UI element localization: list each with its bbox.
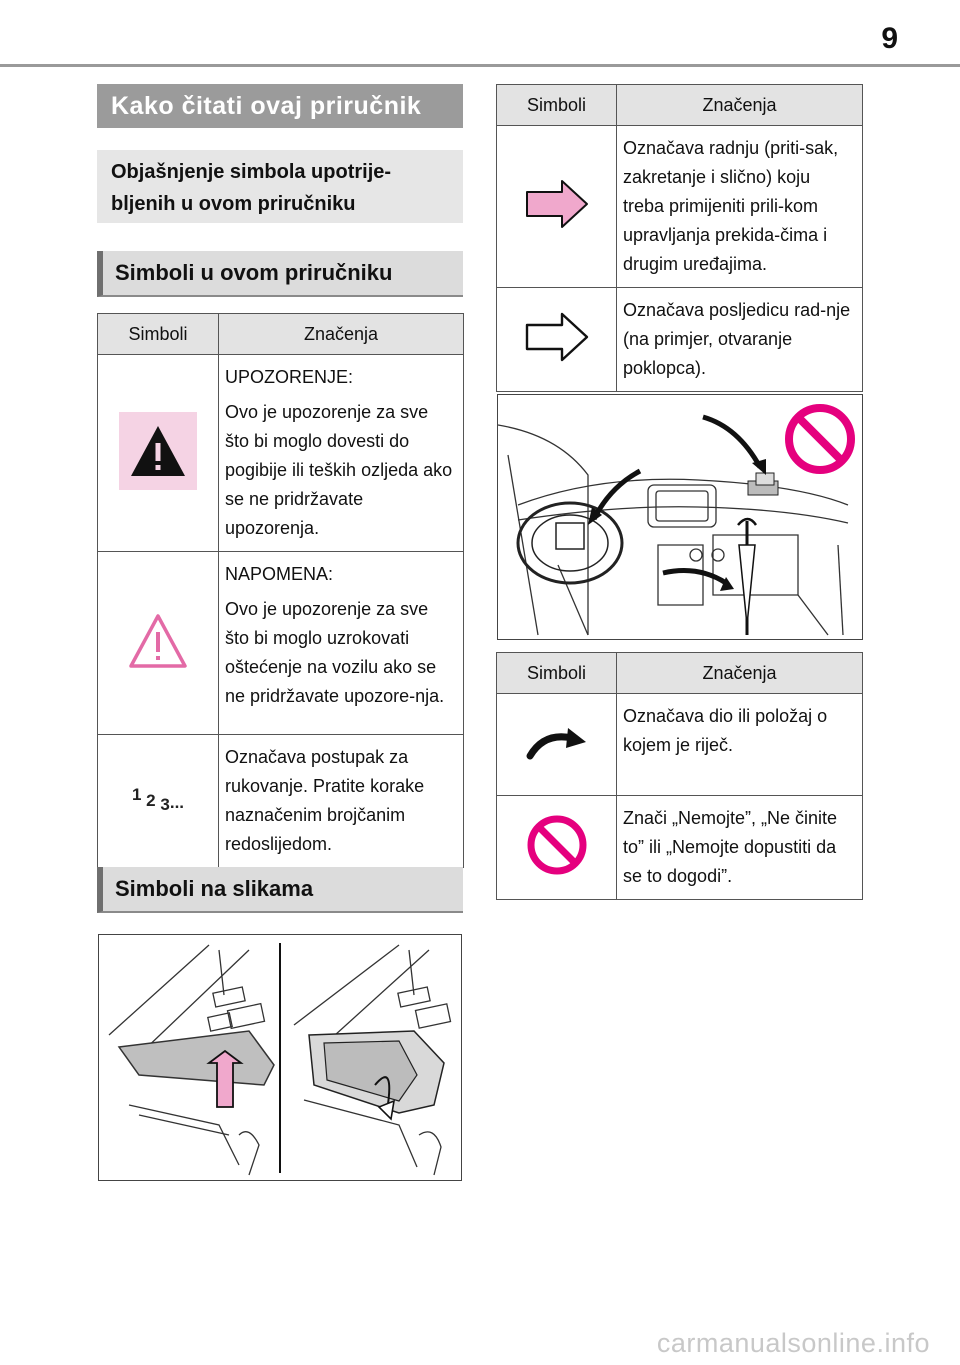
col-header-meanings: Značenja (617, 85, 863, 126)
col-header-symbols: Simboli (497, 653, 617, 694)
table-row (98, 552, 464, 735)
meaning-text: Ovo je upozorenje za sve što bi moglo uzrokovati oštećenje na vozilu ako se ne pridržavate upozore-nja. (225, 599, 445, 706)
meaning-cell (617, 126, 863, 288)
meaning-label: UPOZORENJE: (225, 367, 354, 387)
section-heading-pictures: Simboli na slikama (97, 867, 463, 913)
prohibited-icon (525, 813, 589, 877)
pointer-arrow-icon (524, 722, 590, 762)
meaning-label: NAPOMENA: (225, 564, 334, 584)
table-row (497, 796, 863, 900)
symbol-cell (98, 735, 219, 868)
symbols-table (97, 313, 464, 868)
meaning-text: Znači „Nemojte”, „Ne činite to” ili „Nemojte dopustiti da se to dogodi”. (623, 808, 838, 886)
symbol-cell (98, 552, 219, 735)
meaning-cell (219, 355, 464, 552)
dashboard-illustration (497, 394, 863, 640)
table-row (497, 288, 863, 392)
step-2: 2 (146, 791, 156, 810)
col-header-meanings: Značenja (617, 653, 863, 694)
top-rule (0, 64, 960, 67)
symbol-cell (497, 288, 617, 392)
meaning-cell (219, 735, 464, 868)
subtitle-box (97, 150, 463, 223)
section-heading-symbols: Simboli u ovom priručniku (97, 251, 463, 297)
meaning-text: Označava radnju (priti-sak, zakretanje i slično) koju treba primijeniti prili-kom upravljanja prekida-čima i drugim uređajima. (623, 138, 839, 274)
figure-symbols-table-2 (496, 652, 863, 900)
footer-watermark: carmanualsonline.info (656, 1328, 930, 1358)
meaning-cell (219, 552, 464, 735)
table-row (497, 126, 863, 288)
step-ellipsis: ... (169, 793, 185, 812)
notice-triangle-icon (127, 612, 189, 670)
figure-symbols-table (496, 84, 863, 392)
overhead-console-illustration (98, 934, 462, 1181)
col-header-symbols: Simboli (497, 85, 617, 126)
col-header-meanings: Značenja (219, 314, 464, 355)
meaning-text: Označava posljedicu rad-nje (na primjer, otvaranje poklopca). (623, 300, 851, 378)
outline-result-arrow-icon (524, 311, 590, 363)
step-numbers-icon (98, 785, 218, 814)
main-title: Kako čitati ovaj priručnik (97, 84, 463, 128)
page-number: 9 (881, 22, 898, 55)
meaning-text: Označava dio ili položaj o kojem je riječ. (623, 706, 828, 755)
col-header-symbols: Simboli (98, 314, 219, 355)
symbol-cell (497, 126, 617, 288)
warning-triangle-icon (119, 412, 197, 490)
meaning-text: Označava postupak za rukovanje. Pratite korake naznačenim brojčanim redoslijedom. (225, 747, 425, 854)
table-row (497, 694, 863, 796)
table-row (98, 735, 464, 868)
meaning-cell (617, 796, 863, 900)
meaning-text: Ovo je upozorenje za sve što bi moglo dovesti do pogibije ili teških ozljeda ako se ne pridržavate upozorenja. (225, 402, 453, 538)
step-1: 1 (131, 785, 142, 804)
subtitle-line: Objašnjenje simbola upotrije- (111, 161, 392, 183)
table-row (98, 355, 464, 552)
subtitle-line: bljenih u ovom priručniku (111, 193, 356, 215)
symbol-cell (98, 355, 219, 552)
pink-action-arrow-icon (524, 178, 590, 230)
meaning-cell (617, 288, 863, 392)
step-3: 3 (160, 795, 170, 814)
meaning-cell (617, 694, 863, 796)
symbol-cell (497, 694, 617, 796)
symbol-cell (497, 796, 617, 900)
